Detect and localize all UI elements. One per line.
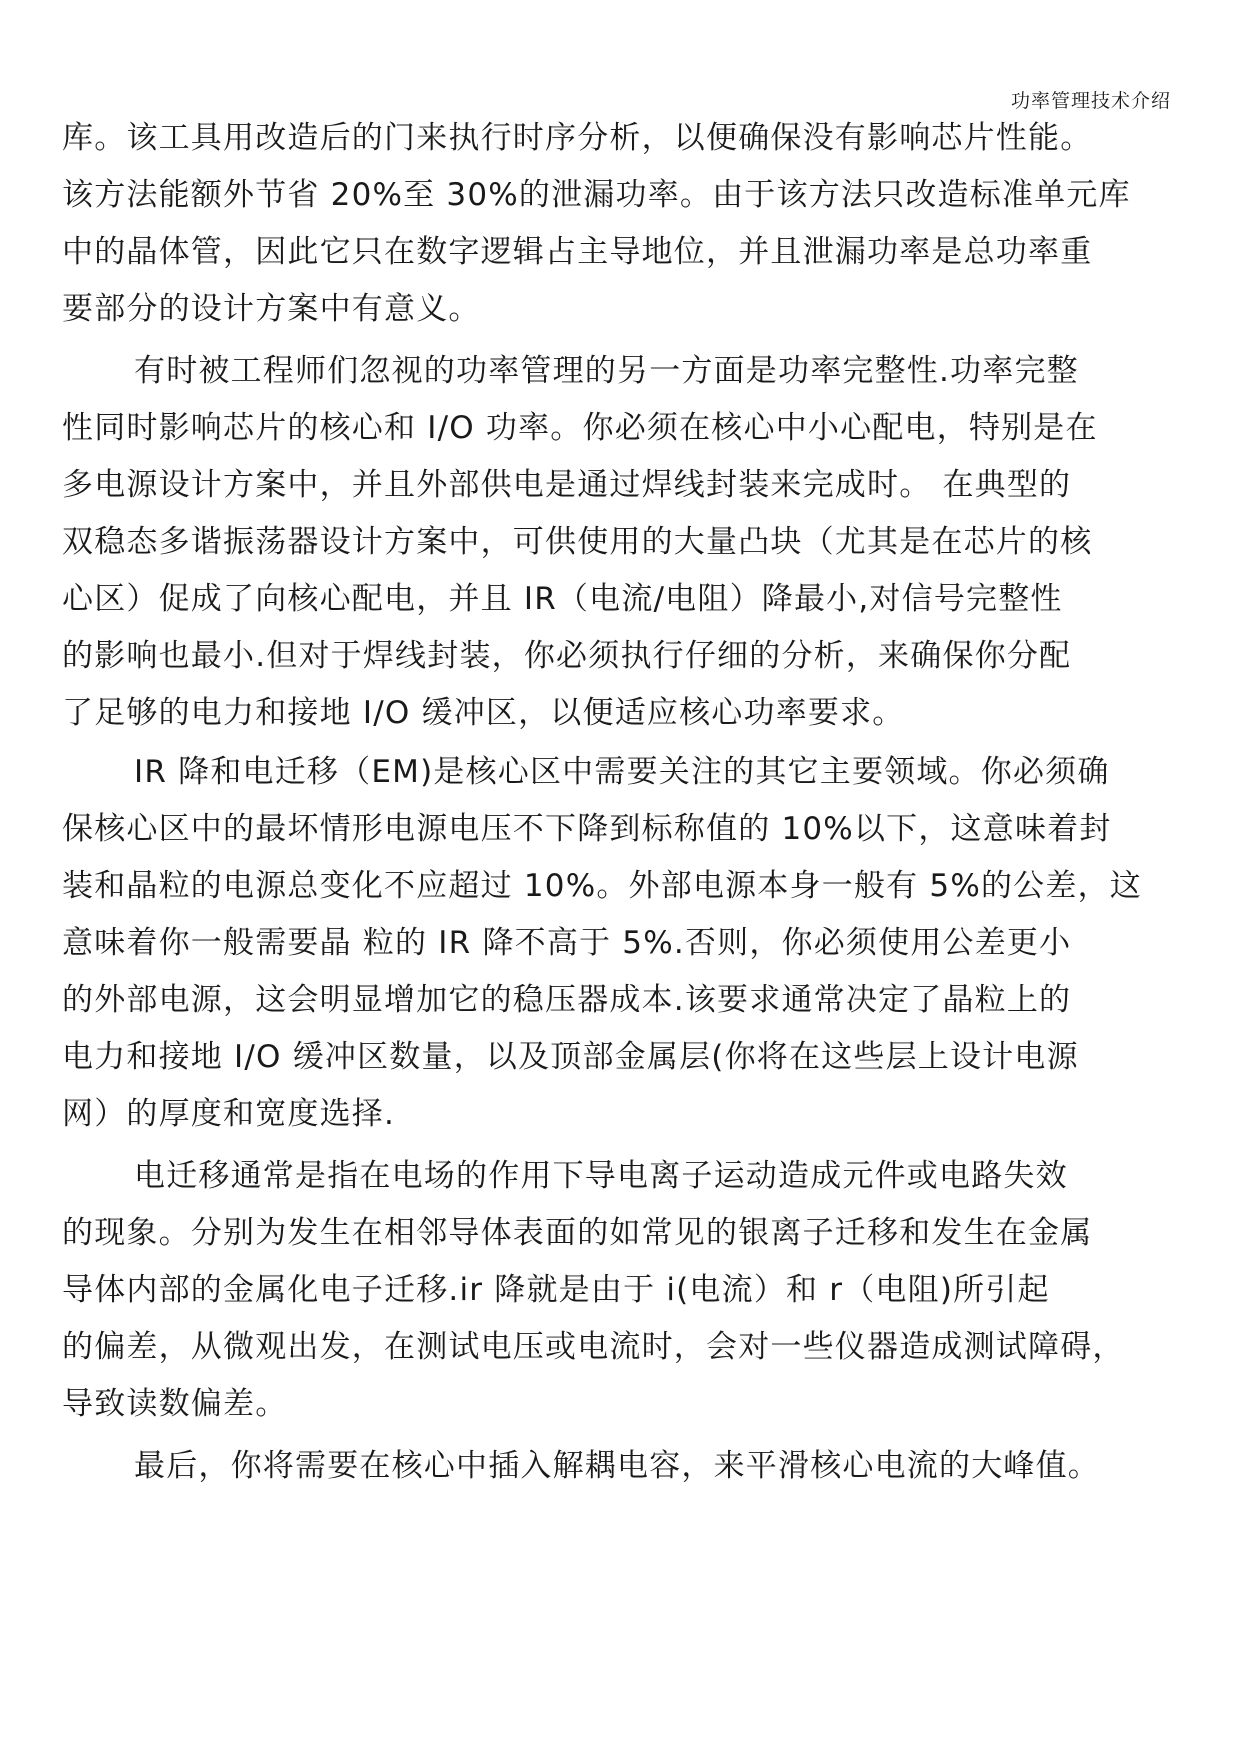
text-line: 该方法能额外节省 20%至 30%的泄漏功率。由于该方法只改造标准单元库: [62, 177, 1131, 213]
text-line: 装和晶粒的电源总变化不应超过 10%。外部电源本身一般有 5%的公差，这: [62, 868, 1142, 904]
paragraph-first-line: 有时被工程师们忽视的功率管理的另一方面是功率完整性.功率完整: [134, 353, 1079, 389]
text-line: 电力和接地 I/O 缓冲区数量，以及顶部金属层(你将在这些层上设计电源: [62, 1039, 1079, 1075]
page-header: 功率管理技术介绍: [1010, 90, 1171, 112]
text-line: 库。该工具用改造后的门来执行时序分析，以便确保没有影响芯片性能。: [62, 120, 1093, 156]
paragraph-first-line: 电迁移通常是指在电场的作用下导电离子运动造成元件或电路失效: [134, 1158, 1068, 1194]
text-line: 了足够的电力和接地 I/O 缓冲区，以便适应核心功率要求。: [62, 695, 905, 731]
text-line: 多电源设计方案中，并且外部供电是通过焊线封装来完成时。 在典型的: [62, 467, 1072, 503]
text-line: 的影响也最小.但对于焊线封装，你必须执行仔细的分析，来确保你分配: [62, 638, 1072, 674]
text-line: 导致读数偏差。: [62, 1386, 288, 1422]
text-line: 双稳态多谐振荡器设计方案中，可供使用的大量凸块（尤其是在芯片的核: [62, 524, 1093, 560]
text-line: 意味着你一般需要晶 粒的 IR 降不高于 5%.否则，你必须使用公差更小: [62, 925, 1072, 961]
text-line: 导体内部的金属化电子迁移.ir 降就是由于 i(电流）和 r（电阻)所引起: [62, 1272, 1050, 1308]
text-line: 的现象。分别为发生在相邻导体表面的如常见的银离子迁移和发生在金属: [62, 1215, 1093, 1251]
text-line: 保核心区中的最坏情形电源电压不下降到标称值的 10%以下，这意味着封: [62, 811, 1112, 847]
text-line: 的偏差，从微观出发，在测试电压或电流时，会对一些仪器造成测试障碍，: [62, 1329, 1125, 1365]
text-line: 性同时影响芯片的核心和 I/O 功率。你必须在核心中小心配电，特别是在: [62, 410, 1098, 446]
paragraph-first-line: 最后，你将需要在核心中插入解耦电容，来平滑核心电流的大峰值。: [134, 1448, 1100, 1484]
text-line: 的外部电源，这会明显增加它的稳压器成本.该要求通常决定了晶粒上的: [62, 982, 1072, 1018]
paragraph-first-line: IR 降和电迁移（EM)是核心区中需要关注的其它主要领域。你必须确: [134, 754, 1110, 790]
text-line: 要部分的设计方案中有意义。: [62, 291, 481, 327]
text-line: 中的晶体管，因此它只在数字逻辑占主导地位，并且泄漏功率是总功率重: [62, 234, 1093, 270]
text-line: 网）的厚度和宽度选择.: [62, 1096, 396, 1132]
text-line: 心区）促成了向核心配电，并且 IR（电流/电阻）降最小,对信号完整性: [62, 581, 1063, 617]
